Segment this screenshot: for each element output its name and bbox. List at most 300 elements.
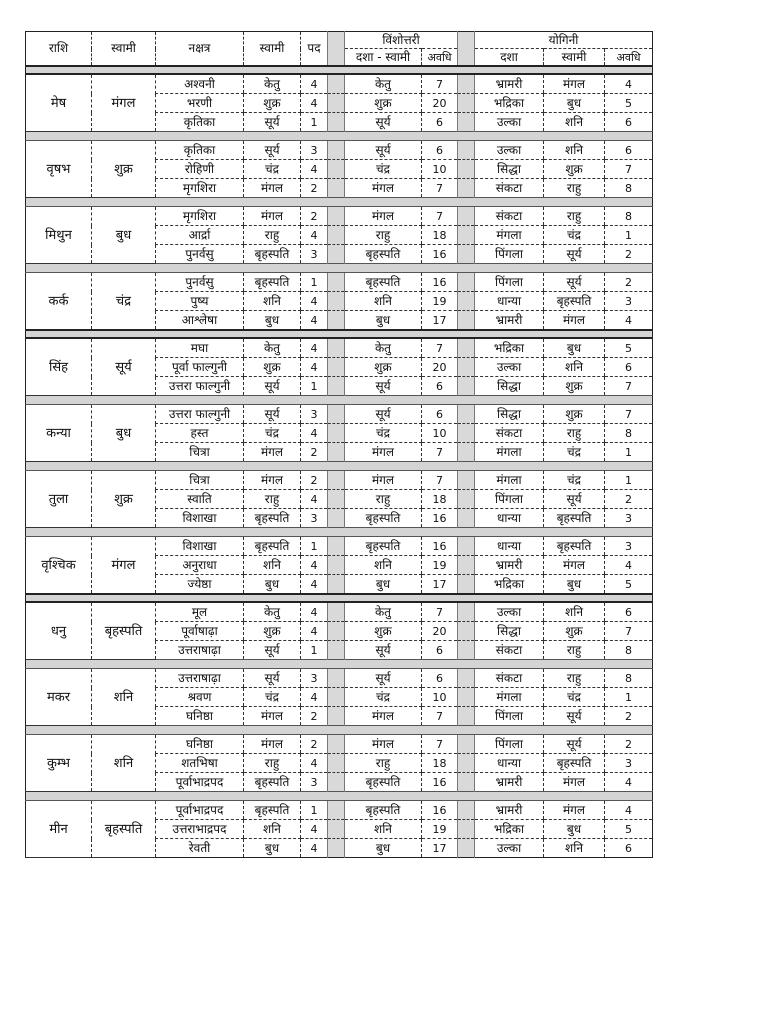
- rashi-lord: शुक्र: [92, 141, 156, 198]
- yogini-avadhi: 4: [605, 801, 653, 820]
- nakshatra-lord: मंगल: [244, 179, 301, 198]
- pad-value: 4: [301, 839, 328, 858]
- yogini-lord: बृहस्पति: [544, 292, 605, 311]
- gap-cell: [458, 669, 475, 688]
- yogini-lord: चंद्र: [544, 688, 605, 707]
- pad-value: 2: [301, 471, 328, 490]
- gap-cell: [328, 226, 345, 245]
- nakshatra-lord: बृहस्पति: [244, 245, 301, 264]
- vimshottari-avadhi: 6: [422, 113, 458, 132]
- separator-cell: [26, 396, 653, 405]
- header-nakshatra: नक्षत्र: [156, 32, 244, 67]
- nakshatra-name: विशाखा: [156, 537, 244, 556]
- vimshottari-dasha-lord: केतु: [345, 74, 422, 94]
- yogini-avadhi: 3: [605, 292, 653, 311]
- table-row: [26, 405, 653, 424]
- table-row: [26, 735, 653, 754]
- yogini-lord: शुक्र: [544, 405, 605, 424]
- gap-cell: [458, 94, 475, 113]
- nakshatra-lord: मंगल: [244, 471, 301, 490]
- yogini-avadhi: 4: [605, 556, 653, 575]
- rashi-name: मेष: [26, 74, 92, 132]
- gap-cell: [458, 773, 475, 792]
- vimshottari-dasha-lord: राहु: [345, 490, 422, 509]
- pad-value: 4: [301, 160, 328, 179]
- header-nakshatra-swami: स्वामी: [244, 32, 301, 67]
- yogini-dasha: संकटा: [475, 207, 544, 226]
- yogini-dasha: भद्रिका: [475, 338, 544, 358]
- gap-cell: [328, 575, 345, 595]
- rashi-lord: शुक्र: [92, 471, 156, 528]
- gap-cell: [328, 773, 345, 792]
- nakshatra-name: रेवती: [156, 839, 244, 858]
- nakshatra-lord: केतु: [244, 338, 301, 358]
- pad-value: 1: [301, 113, 328, 132]
- rashi-name: सिंह: [26, 338, 92, 396]
- separator-row: [26, 132, 653, 141]
- header-vimshottari: विंशोत्तरी: [345, 32, 458, 49]
- gap-cell: [328, 754, 345, 773]
- gap-cell: [328, 602, 345, 622]
- yogini-avadhi: 2: [605, 735, 653, 754]
- pad-value: 4: [301, 622, 328, 641]
- gap-cell: [328, 622, 345, 641]
- yogini-lord: शुक्र: [544, 622, 605, 641]
- vimshottari-avadhi: 10: [422, 160, 458, 179]
- yogini-lord: सूर्य: [544, 273, 605, 292]
- yogini-avadhi: 2: [605, 490, 653, 509]
- nakshatra-lord: राहु: [244, 226, 301, 245]
- vimshottari-dasha-lord: बुध: [345, 575, 422, 595]
- pad-value: 4: [301, 556, 328, 575]
- pad-value: 4: [301, 311, 328, 331]
- yogini-avadhi: 2: [605, 707, 653, 726]
- yogini-dasha: संकटा: [475, 641, 544, 660]
- vimshottari-dasha-lord: मंगल: [345, 443, 422, 462]
- nakshatra-name: कृतिका: [156, 113, 244, 132]
- yogini-lord: सूर्य: [544, 707, 605, 726]
- yogini-dasha: उल्का: [475, 602, 544, 622]
- yogini-dasha: भ्रामरी: [475, 801, 544, 820]
- nakshatra-lord: सूर्य: [244, 141, 301, 160]
- rashi-lord: शनि: [92, 735, 156, 792]
- header-y-avadhi: अवधि: [605, 49, 653, 67]
- yogini-dasha: उल्का: [475, 358, 544, 377]
- vimshottari-dasha-lord: चंद्र: [345, 688, 422, 707]
- vimshottari-dasha-lord: सूर्य: [345, 641, 422, 660]
- separator-row: [26, 264, 653, 273]
- yogini-avadhi: 4: [605, 74, 653, 94]
- yogini-lord: सूर्य: [544, 735, 605, 754]
- vimshottari-dasha-lord: शनि: [345, 820, 422, 839]
- vimshottari-avadhi: 7: [422, 207, 458, 226]
- gap-cell: [328, 245, 345, 264]
- gap-cell: [328, 207, 345, 226]
- vimshottari-avadhi: 7: [422, 707, 458, 726]
- vimshottari-avadhi: 16: [422, 245, 458, 264]
- header-y-dasha: दशा: [475, 49, 544, 67]
- nakshatra-lord: सूर्य: [244, 405, 301, 424]
- separator-row: [26, 198, 653, 207]
- vimshottari-dasha-lord: बुध: [345, 839, 422, 858]
- vimshottari-avadhi: 6: [422, 377, 458, 396]
- vimshottari-avadhi: 7: [422, 179, 458, 198]
- yogini-dasha: पिंगला: [475, 735, 544, 754]
- pad-value: 1: [301, 273, 328, 292]
- nakshatra-lord: राहु: [244, 490, 301, 509]
- pad-value: 4: [301, 490, 328, 509]
- gap-cell: [458, 471, 475, 490]
- pad-value: 1: [301, 377, 328, 396]
- yogini-dasha: मंगला: [475, 226, 544, 245]
- yogini-dasha: पिंगला: [475, 490, 544, 509]
- pad-value: 1: [301, 537, 328, 556]
- gap-cell: [328, 490, 345, 509]
- yogini-lord: शनि: [544, 839, 605, 858]
- yogini-avadhi: 3: [605, 537, 653, 556]
- gap-cell: [458, 338, 475, 358]
- vimshottari-avadhi: 7: [422, 735, 458, 754]
- yogini-dasha: धान्या: [475, 509, 544, 528]
- nakshatra-lord: केतु: [244, 602, 301, 622]
- gap-cell: [328, 537, 345, 556]
- header-v-avadhi: अवधि: [422, 49, 458, 67]
- vimshottari-avadhi: 16: [422, 801, 458, 820]
- yogini-lord: मंगल: [544, 311, 605, 331]
- pad-value: 3: [301, 669, 328, 688]
- vimshottari-avadhi: 20: [422, 358, 458, 377]
- yogini-avadhi: 7: [605, 377, 653, 396]
- yogini-avadhi: 1: [605, 471, 653, 490]
- vimshottari-avadhi: 19: [422, 820, 458, 839]
- yogini-avadhi: 3: [605, 509, 653, 528]
- yogini-avadhi: 6: [605, 358, 653, 377]
- pad-value: 1: [301, 641, 328, 660]
- pad-value: 4: [301, 358, 328, 377]
- yogini-dasha: सिद्धा: [475, 405, 544, 424]
- table-row: [26, 207, 653, 226]
- gap-cell: [458, 377, 475, 396]
- yogini-lord: बृहस्पति: [544, 537, 605, 556]
- gap-cell: [328, 641, 345, 660]
- yogini-dasha: उल्का: [475, 839, 544, 858]
- gap-cell: [458, 273, 475, 292]
- nakshatra-lord: चंद्र: [244, 160, 301, 179]
- header-v-dasha-swami: दशा - स्वामी: [345, 49, 422, 67]
- vimshottari-avadhi: 6: [422, 405, 458, 424]
- yogini-avadhi: 4: [605, 773, 653, 792]
- yogini-lord: चंद्र: [544, 471, 605, 490]
- nakshatra-name: मघा: [156, 338, 244, 358]
- yogini-lord: बुध: [544, 338, 605, 358]
- yogini-avadhi: 1: [605, 443, 653, 462]
- vimshottari-dasha-lord: मंगल: [345, 179, 422, 198]
- gap-cell: [458, 622, 475, 641]
- vimshottari-dasha-lord: चंद्र: [345, 424, 422, 443]
- gap-cell: [458, 226, 475, 245]
- vimshottari-avadhi: 17: [422, 839, 458, 858]
- nakshatra-lord: मंगल: [244, 207, 301, 226]
- pad-value: 4: [301, 754, 328, 773]
- nakshatra-lord: मंगल: [244, 443, 301, 462]
- table-row: [26, 273, 653, 292]
- yogini-dasha: मंगला: [475, 471, 544, 490]
- gap-cell: [458, 424, 475, 443]
- pad-value: 1: [301, 801, 328, 820]
- nakshatra-name: पूर्वाषाढ़ा: [156, 622, 244, 641]
- vimshottari-dasha-lord: बुध: [345, 311, 422, 331]
- gap-cell: [328, 160, 345, 179]
- yogini-dasha: पिंगला: [475, 273, 544, 292]
- vimshottari-avadhi: 20: [422, 622, 458, 641]
- vimshottari-dasha-lord: राहु: [345, 754, 422, 773]
- yogini-dasha: सिद्धा: [475, 622, 544, 641]
- yogini-avadhi: 8: [605, 207, 653, 226]
- yogini-dasha: संकटा: [475, 669, 544, 688]
- vimshottari-dasha-lord: सूर्य: [345, 377, 422, 396]
- yogini-dasha: धान्या: [475, 292, 544, 311]
- nakshatra-lord: शनि: [244, 556, 301, 575]
- nakshatra-lord: बुध: [244, 311, 301, 331]
- yogini-lord: शनि: [544, 602, 605, 622]
- pad-value: 4: [301, 292, 328, 311]
- pad-value: 2: [301, 207, 328, 226]
- nakshatra-lord: बृहस्पति: [244, 773, 301, 792]
- nakshatra-name: घनिष्ठा: [156, 707, 244, 726]
- gap-cell: [458, 754, 475, 773]
- pad-value: 4: [301, 602, 328, 622]
- yogini-lord: बुध: [544, 94, 605, 113]
- rashi-lord: मंगल: [92, 537, 156, 595]
- gap-cell: [458, 245, 475, 264]
- yogini-avadhi: 1: [605, 226, 653, 245]
- vimshottari-avadhi: 16: [422, 509, 458, 528]
- nakshatra-name: स्वाति: [156, 490, 244, 509]
- yogini-avadhi: 8: [605, 179, 653, 198]
- yogini-dasha: संकटा: [475, 179, 544, 198]
- separator-cell: [26, 594, 653, 602]
- yogini-dasha: सिद्धा: [475, 377, 544, 396]
- vimshottari-avadhi: 7: [422, 602, 458, 622]
- pad-value: 4: [301, 226, 328, 245]
- yogini-avadhi: 5: [605, 575, 653, 595]
- yogini-dasha: सिद्धा: [475, 160, 544, 179]
- nakshatra-lord: राहु: [244, 754, 301, 773]
- vimshottari-avadhi: 17: [422, 575, 458, 595]
- separator-cell: [26, 792, 653, 801]
- vimshottari-avadhi: 16: [422, 537, 458, 556]
- yogini-lord: मंगल: [544, 773, 605, 792]
- rashi-name: मिथुन: [26, 207, 92, 264]
- yogini-lord: राहु: [544, 669, 605, 688]
- nakshatra-lord: बृहस्पति: [244, 509, 301, 528]
- vimshottari-avadhi: 7: [422, 338, 458, 358]
- gap-cell: [328, 509, 345, 528]
- gap-cell: [458, 179, 475, 198]
- pad-value: 2: [301, 707, 328, 726]
- yogini-avadhi: 8: [605, 669, 653, 688]
- vimshottari-dasha-lord: शुक्र: [345, 94, 422, 113]
- rashi-name: वृषभ: [26, 141, 92, 198]
- vimshottari-avadhi: 7: [422, 471, 458, 490]
- gap-cell: [328, 839, 345, 858]
- separator-cell: [26, 198, 653, 207]
- yogini-avadhi: 2: [605, 245, 653, 264]
- table-row: [26, 537, 653, 556]
- vimshottari-dasha-lord: राहु: [345, 226, 422, 245]
- nakshatra-name: उत्तरा फाल्गुनी: [156, 405, 244, 424]
- yogini-avadhi: 4: [605, 311, 653, 331]
- gap-cell: [458, 207, 475, 226]
- vimshottari-dasha-lord: केतु: [345, 602, 422, 622]
- vimshottari-dasha-lord: बृहस्पति: [345, 537, 422, 556]
- gap-cell: [458, 292, 475, 311]
- yogini-dasha: पिंगला: [475, 245, 544, 264]
- yogini-lord: शनि: [544, 113, 605, 132]
- separator-row: [26, 396, 653, 405]
- yogini-lord: राहु: [544, 207, 605, 226]
- gap-cell: [328, 94, 345, 113]
- nakshatra-lord: बुध: [244, 575, 301, 595]
- nakshatra-name: उत्तरा फाल्गुनी: [156, 377, 244, 396]
- vimshottari-avadhi: 10: [422, 688, 458, 707]
- header-yogini: योगिनी: [475, 32, 653, 49]
- nakshatra-name: पूर्वा फाल्गुनी: [156, 358, 244, 377]
- nakshatra-name: रोहिणी: [156, 160, 244, 179]
- rashi-name: कर्क: [26, 273, 92, 331]
- yogini-dasha: भद्रिका: [475, 94, 544, 113]
- yogini-lord: शनि: [544, 141, 605, 160]
- separator-row: [26, 792, 653, 801]
- gap-cell: [458, 405, 475, 424]
- table-row: [26, 801, 653, 820]
- table-body: [26, 32, 653, 858]
- vimshottari-avadhi: 19: [422, 292, 458, 311]
- gap-cell: [458, 160, 475, 179]
- nakshatra-name: श्रवण: [156, 688, 244, 707]
- separator-cell: [26, 660, 653, 669]
- gap-cell: [458, 74, 475, 94]
- gap-cell: [328, 424, 345, 443]
- nakshatra-name: हस्त: [156, 424, 244, 443]
- pad-value: 4: [301, 688, 328, 707]
- yogini-dasha: भद्रिका: [475, 820, 544, 839]
- pad-value: 4: [301, 94, 328, 113]
- gap-cell: [328, 141, 345, 160]
- nakshatra-name: पुष्य: [156, 292, 244, 311]
- yogini-avadhi: 5: [605, 338, 653, 358]
- gap-cell: [328, 273, 345, 292]
- yogini-dasha: उल्का: [475, 141, 544, 160]
- yogini-lord: सूर्य: [544, 490, 605, 509]
- vimshottari-dasha-lord: शनि: [345, 556, 422, 575]
- separator-cell: [26, 462, 653, 471]
- vimshottari-avadhi: 6: [422, 669, 458, 688]
- separator-row: [26, 462, 653, 471]
- rashi-name: मकर: [26, 669, 92, 726]
- rashi-lord: बुध: [92, 207, 156, 264]
- yogini-avadhi: 8: [605, 424, 653, 443]
- gap-cell: [328, 358, 345, 377]
- yogini-avadhi: 1: [605, 688, 653, 707]
- separator-row: [26, 66, 653, 74]
- gap-cell: [458, 141, 475, 160]
- nakshatra-lord: शुक्र: [244, 358, 301, 377]
- nakshatra-name: आर्द्रा: [156, 226, 244, 245]
- nakshatra-name: मृगशिरा: [156, 179, 244, 198]
- vimshottari-avadhi: 16: [422, 773, 458, 792]
- rashi-lord: बृहस्पति: [92, 801, 156, 858]
- gap-cell: [458, 839, 475, 858]
- vimshottari-avadhi: 10: [422, 424, 458, 443]
- yogini-lord: सूर्य: [544, 245, 605, 264]
- gap-cell: [458, 641, 475, 660]
- nakshatra-name: अश्वनी: [156, 74, 244, 94]
- yogini-dasha: भ्रामरी: [475, 556, 544, 575]
- gap-cell: [328, 707, 345, 726]
- nakshatra-lord: चंद्र: [244, 424, 301, 443]
- yogini-lord: चंद्र: [544, 443, 605, 462]
- gap-cell: [328, 669, 345, 688]
- yogini-avadhi: 5: [605, 820, 653, 839]
- nakshatra-name: उत्तराभाद्रपद: [156, 820, 244, 839]
- header-gap: [328, 32, 345, 67]
- header-y-swami: स्वामी: [544, 49, 605, 67]
- nakshatra-lord: बृहस्पति: [244, 537, 301, 556]
- gap-cell: [458, 311, 475, 331]
- yogini-dasha: भ्रामरी: [475, 773, 544, 792]
- yogini-dasha: भ्रामरी: [475, 74, 544, 94]
- pad-value: 4: [301, 424, 328, 443]
- yogini-dasha: भ्रामरी: [475, 311, 544, 331]
- nakshatra-lord: शनि: [244, 820, 301, 839]
- gap-cell: [328, 377, 345, 396]
- nakshatra-lord: सूर्य: [244, 377, 301, 396]
- nakshatra-name: ज्येष्ठा: [156, 575, 244, 595]
- nakshatra-lord: शनि: [244, 292, 301, 311]
- gap-cell: [328, 292, 345, 311]
- yogini-lord: राहु: [544, 641, 605, 660]
- table-row: [26, 141, 653, 160]
- yogini-dasha: धान्या: [475, 537, 544, 556]
- vimshottari-avadhi: 7: [422, 74, 458, 94]
- separator-cell: [26, 264, 653, 273]
- vimshottari-dasha-lord: मंगल: [345, 707, 422, 726]
- yogini-dasha: संकटा: [475, 424, 544, 443]
- gap-cell: [458, 113, 475, 132]
- pad-value: 4: [301, 820, 328, 839]
- pad-value: 3: [301, 405, 328, 424]
- vimshottari-dasha-lord: बृहस्पति: [345, 245, 422, 264]
- yogini-avadhi: 3: [605, 754, 653, 773]
- nakshatra-dasha-table: [25, 31, 653, 858]
- yogini-avadhi: 6: [605, 113, 653, 132]
- yogini-lord: मंगल: [544, 801, 605, 820]
- vimshottari-dasha-lord: सूर्य: [345, 113, 422, 132]
- nakshatra-lord: चंद्र: [244, 688, 301, 707]
- vimshottari-avadhi: 19: [422, 556, 458, 575]
- nakshatra-lord: बृहस्पति: [244, 801, 301, 820]
- gap-cell: [328, 443, 345, 462]
- vimshottari-dasha-lord: शुक्र: [345, 622, 422, 641]
- vimshottari-dasha-lord: बृहस्पति: [345, 273, 422, 292]
- gap-cell: [458, 707, 475, 726]
- nakshatra-name: चित्रा: [156, 471, 244, 490]
- gap-cell: [458, 509, 475, 528]
- yogini-lord: शुक्र: [544, 160, 605, 179]
- separator-cell: [26, 66, 653, 74]
- header-pad: पद: [301, 32, 328, 67]
